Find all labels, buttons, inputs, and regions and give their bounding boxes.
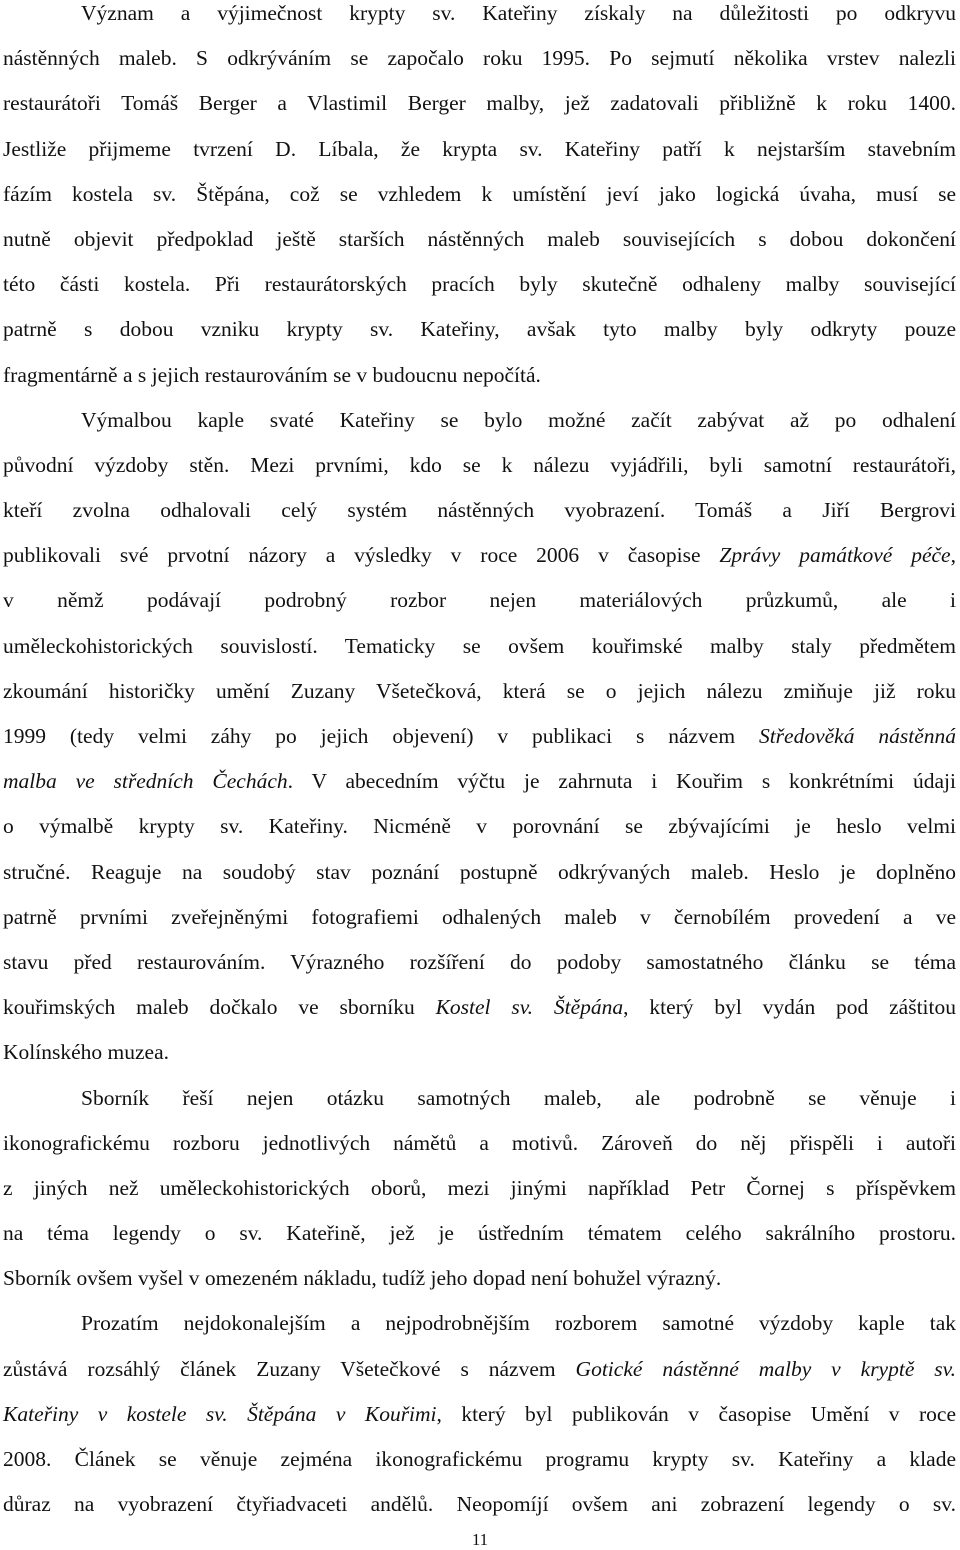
text-line: kteří zvolna odhalovali celý systém nástěnných vyobrazení. Tomáš a Jiří Bergrovi	[3, 498, 956, 523]
italic-title: Kateřiny v kostele sv. Štěpána v Kouřimi	[3, 1401, 437, 1426]
italic-title: Kostel sv. Štěpána	[435, 995, 624, 1020]
text-line: malba ve středních Čechách. V abecedním výčtu je zahrnuta i Kouřim s konkrétními údaji	[3, 769, 956, 794]
text-line: Kolínského muzea.	[3, 1040, 169, 1065]
text-line: v němž podávají podrobný rozbor nejen materiálových průzkumů, ale i	[3, 588, 956, 613]
text-line: kouřimských maleb dočkalo ve sborníku Kostel sv. Štěpána, který byl vydán pod záštitou	[3, 995, 956, 1020]
text-line: zkoumání historičky umění Zuzany Všetečková, která se o jejich nálezu zmiňuje již roku	[3, 678, 956, 703]
text-line: publikovali své prvotní názory a výsledky v roce 2006 v časopise Zprávy památkové péče,	[3, 543, 956, 568]
text-line: nutně objevit předpoklad ještě starších nástěnných maleb souvisejících s dobou dokončení	[3, 226, 956, 251]
italic-title: Zprávy památkové péče	[719, 543, 951, 568]
text-line: na téma legendy o sv. Kateřině, jež je ústředním tématem celého sakrálního prostoru.	[3, 1221, 956, 1246]
text-line: Sborník ovšem vyšel v omezeném nákladu, tudíž jeho dopad není bohužel výrazný.	[3, 1266, 722, 1291]
text-line: 1999 (tedy velmi záhy po jejich objevení) v publikaci s názvem Středověká nástěnná	[3, 724, 956, 748]
text-line: stručné. Reaguje na soudobý stav poznání postupně odkrývaných maleb. Heslo je doplněno	[3, 859, 956, 884]
text-line: této části kostela. Při restaurátorských pracích byly skutečně odhaleny malby související	[3, 272, 956, 297]
text-line: původní výzdoby stěn. Mezi prvními, kdo se k nálezu vyjádřili, byli samotní restaurátoři,	[3, 452, 956, 477]
text-line: fázím kostela sv. Štěpána, což se vzhledem k umístění jeví jako logická úvaha, musí se	[3, 181, 956, 206]
text-line: Význam a výjimečnost krypty sv. Kateřiny získaly na důležitosti po odkryvu	[81, 1, 956, 25]
text-line: Prozatím nejdokonalejším a nejpodrobnějším rozborem samotné výzdoby kaple tak	[81, 1311, 956, 1336]
text-line: Sborník řeší nejen otázku samotných maleb, ale podrobně se věnuje i	[81, 1085, 956, 1110]
text-line: patrně prvními zveřejněnými fotografiemi odhalených maleb v černobílém provedení a ve	[3, 904, 956, 929]
page-number: 11	[471, 1530, 489, 1549]
text-line: o výmalbě krypty sv. Kateřiny. Nicméně v porovnání se zbývajícími je heslo velmi	[3, 814, 956, 839]
text-line: Výmalbou kaple svaté Kateřiny se bylo možné začít zabývat až po odhalení	[81, 407, 956, 432]
italic-title: Gotické nástěnné malby v kryptě sv.	[575, 1356, 956, 1381]
text-line: Jestliže přijmeme tvrzení D. Líbala, že krypta sv. Kateřiny patří k nejstarším stavebním	[3, 136, 956, 161]
text-line: ikonografickému rozboru jednotlivých námětů a motivů. Zároveň do něj přispěli i autoři	[3, 1130, 956, 1155]
italic-title: Středověká nástěnná	[758, 724, 956, 748]
text-line: důraz na vyobrazení čtyřiadvaceti andělů. Neopomíjí ovšem ani zobrazení legendy o sv.	[3, 1492, 956, 1517]
text-line: zůstává rozsáhlý článek Zuzany Všetečkové s názvem Gotické nástěnné malby v kryptě sv.	[3, 1356, 956, 1381]
text-line: nástěnných maleb. S odkrýváním se započalo roku 1995. Po sejmutí několika vrstev nalezli	[3, 46, 956, 71]
text-line: stavu před restaurováním. Výrazného rozšíření do podoby samostatného článku se téma	[3, 949, 956, 974]
italic-title: malba ve středních Čechách	[3, 769, 288, 794]
text-line: patrně s dobou vzniku krypty sv. Kateřiny, avšak tyto malby byly odkryty pouze	[3, 317, 956, 342]
text-line: uměleckohistorických souvislostí. Tematicky se ovšem kouřimské malby staly předmětem	[3, 633, 956, 658]
text-line: Kateřiny v kostele sv. Štěpána v Kouřimi, který byl publikován v časopise Umění v roce	[3, 1401, 956, 1426]
text-line: z jiných než uměleckohistorických oborů, mezi jinými například Petr Čornej s příspěvkem	[3, 1175, 956, 1200]
text-line: restaurátoři Tomáš Berger a Vlastimil Berger malby, jež zadatovali přibližně k roku 1400.	[3, 91, 956, 116]
document-page	[3, 0, 956, 1527]
text-line: fragmentárně a s jejich restaurováním se v budoucnu nepočítá.	[3, 362, 541, 387]
text-line: 2008. Článek se věnuje zejména ikonografickému programu krypty sv. Kateřiny a klade	[3, 1447, 956, 1471]
text-body	[3, 0, 956, 1527]
